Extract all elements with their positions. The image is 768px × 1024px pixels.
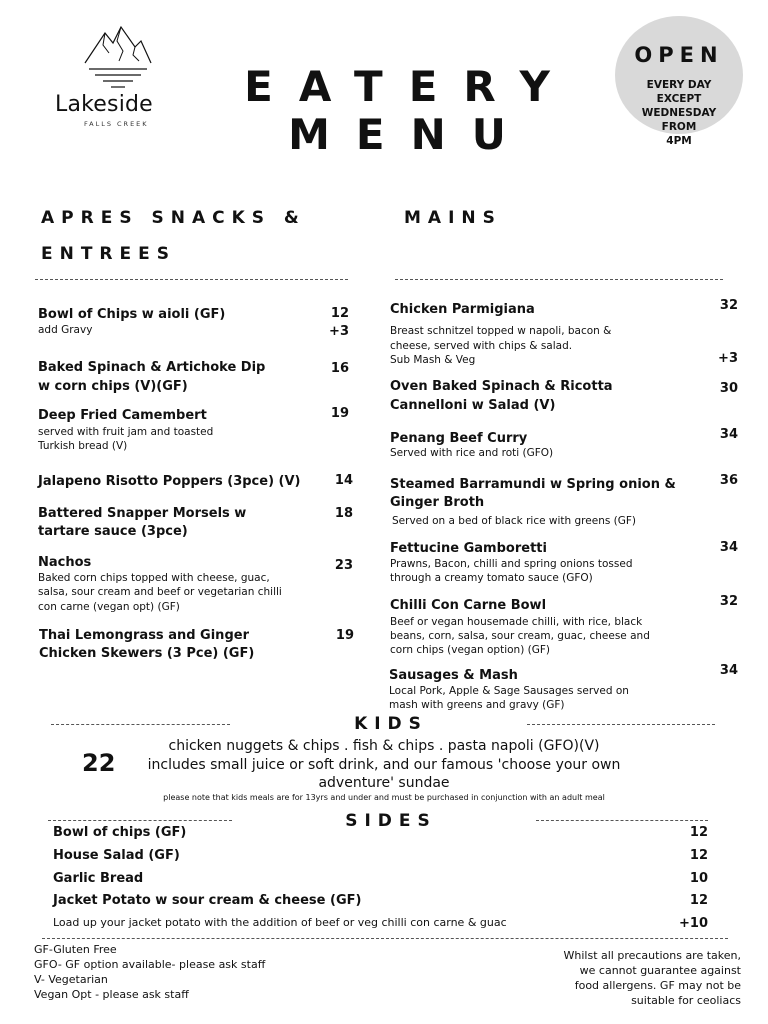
- disclaimer-line: we cannot guarantee against: [579, 964, 741, 977]
- divider: [395, 279, 723, 280]
- menu-item-desc: Served on a bed of black rice with greens (GF): [392, 515, 637, 527]
- kids-heading: KIDS: [354, 714, 428, 734]
- menu-item-extra-price: +3: [718, 351, 738, 366]
- disclaimer-line: suitable for ceoliacs: [631, 994, 741, 1007]
- menu-item-price: 36: [719, 473, 738, 488]
- kids-note: please note that kids meals are for 13yrs and under and must be purchased in conjunction with an adult meal: [163, 793, 605, 802]
- menu-item-desc: Prawns, Bacon, chilli and spring onions tossed: [390, 558, 633, 570]
- menu-item-price: 14: [334, 473, 353, 488]
- menu-item-desc: mash with greens and gravy (GF): [389, 699, 565, 711]
- kids-includes: adventure' sundae: [318, 775, 450, 791]
- menu-item-price: 18: [334, 506, 353, 521]
- menu-item-price: 23: [334, 558, 353, 573]
- kids-items: chicken nuggets & chips . fish & chips . pasta napoli (GFO)(V): [168, 738, 600, 754]
- menu-item-price: 19: [335, 628, 354, 643]
- open-hours-line: WEDNESDAY FROM: [641, 107, 717, 133]
- legend-line: V- Vegetarian: [34, 973, 108, 986]
- side-item-price: 12: [689, 825, 708, 840]
- menu-item-name: Ginger Broth: [390, 495, 485, 510]
- menu-item-desc: con carne (vegan opt) (GF): [38, 601, 180, 613]
- dietary-legend: [34, 942, 265, 1002]
- menu-item-desc: Sub Mash & Veg: [390, 354, 476, 366]
- side-item-name: Jacket Potato w sour cream & cheese (GF): [53, 893, 362, 908]
- side-item-name: House Salad (GF): [53, 848, 180, 863]
- divider: [42, 938, 728, 939]
- menu-item-name: w corn chips (V)(GF): [38, 379, 188, 394]
- menu-item-name: Jalapeno Risotto Poppers (3pce) (V): [38, 474, 301, 489]
- menu-item-name: Chilli Con Carne Bowl: [390, 598, 547, 613]
- side-item-price: 12: [689, 848, 708, 863]
- menu-item-name: Nachos: [38, 555, 92, 570]
- menu-item-desc: add Gravy: [38, 324, 93, 336]
- menu-item-price: 34: [719, 540, 738, 555]
- menu-item-desc: Breast schnitzel topped w napoli, bacon &: [390, 325, 612, 337]
- menu-item-desc: cheese, served with chips & salad.: [390, 340, 573, 352]
- side-item-price: 10: [689, 871, 708, 886]
- menu-item-name: Chicken Parmigiana: [390, 302, 535, 317]
- menu-item-desc: beans, corn, salsa, sour cream, guac, cheese and: [390, 630, 650, 642]
- menu-item-price: 34: [719, 663, 738, 678]
- side-item-price: 12: [689, 893, 708, 908]
- open-hours: [625, 78, 733, 148]
- brand-sub: FALLS CREEK: [84, 120, 149, 128]
- title-line-2: MENU: [288, 110, 532, 159]
- menu-item-name: Chicken Skewers (3 Pce) (GF): [39, 646, 255, 661]
- title-line-1: EATERY: [244, 62, 576, 111]
- menu-item-name: Bowl of Chips w aioli (GF): [38, 307, 226, 322]
- menu-item-price: 12: [330, 306, 349, 321]
- kids-includes: includes small juice or soft drink, and our famous 'choose your own: [147, 757, 621, 773]
- apres-heading: APRES SNACKS &: [41, 208, 306, 228]
- legend-line: GFO- GF option available- please ask staff: [34, 958, 266, 971]
- disclaimer-line: Whilst all precautions are taken,: [563, 949, 741, 962]
- open-hours-line: EVERY DAY EXCEPT: [646, 79, 712, 105]
- allergen-disclaimer: [480, 948, 741, 1008]
- side-item-name: Bowl of chips (GF): [53, 825, 187, 840]
- menu-item-price: 16: [330, 361, 349, 376]
- menu-item-price: 19: [330, 406, 349, 421]
- side-addon-price: +10: [679, 916, 708, 931]
- divider: [527, 724, 715, 725]
- divider: [35, 279, 348, 280]
- side-addon-desc: Load up your jacket potato with the addition of beef or veg chilli con carne & guac: [53, 916, 507, 929]
- menu-item-name: Thai Lemongrass and Ginger: [39, 628, 249, 643]
- menu-item-name: tartare sauce (3pce): [38, 524, 188, 539]
- menu-item-name: Fettucine Gamboretti: [390, 541, 547, 556]
- side-item-name: Garlic Bread: [53, 871, 144, 886]
- open-label: OPEN: [634, 43, 724, 67]
- menu-item-desc: Beef or vegan housemade chilli, with rice, black: [390, 616, 643, 628]
- mains-heading: MAINS: [404, 208, 502, 228]
- divider: [536, 820, 708, 821]
- menu-item-name: Baked Spinach & Artichoke Dip: [38, 360, 266, 375]
- menu-item-extra-price: +3: [329, 324, 349, 339]
- menu-item-desc: served with fruit jam and toasted: [38, 426, 214, 438]
- menu-item-desc: corn chips (vegan option) (GF): [390, 644, 551, 656]
- apres-heading-2: ENTREES: [41, 244, 176, 264]
- menu-item-price: 32: [719, 298, 738, 313]
- menu-item-desc: Baked corn chips topped with cheese, guac,: [38, 572, 270, 584]
- menu-item-desc: salsa, sour cream and beef or vegetarian chilli: [38, 586, 282, 598]
- open-badge: [615, 16, 743, 147]
- menu-item-desc: Turkish bread (V): [38, 440, 128, 452]
- disclaimer-line: food allergens. GF may not be: [574, 979, 741, 992]
- menu-item-name: Cannelloni w Salad (V): [390, 398, 556, 413]
- menu-item-name: Sausages & Mash: [389, 668, 518, 683]
- legend-line: GF-Gluten Free: [34, 943, 117, 956]
- menu-item-name: Steamed Barramundi w Spring onion &: [390, 477, 676, 492]
- brand-name: Lakeside: [55, 92, 153, 117]
- menu-item-price: 32: [719, 594, 738, 609]
- kids-price: 22: [82, 749, 116, 777]
- menu-item-name: Battered Snapper Morsels w: [38, 506, 247, 521]
- menu-item-desc: through a creamy tomato sauce (GFO): [390, 572, 593, 584]
- menu-item-name: Penang Beef Curry: [390, 431, 528, 446]
- menu-item-price: 34: [719, 427, 738, 442]
- open-hours-line: 4PM: [666, 135, 692, 147]
- legend-line: Vegan Opt - please ask staff: [34, 988, 189, 1001]
- menu-item-price: 30: [719, 381, 738, 396]
- menu-item-name: Oven Baked Spinach & Ricotta: [390, 379, 613, 394]
- menu-item-desc: Local Pork, Apple & Sage Sausages served on: [389, 685, 629, 697]
- menu-item-desc: Served with rice and roti (GFO): [390, 447, 554, 459]
- menu-item-name: Deep Fried Camembert: [38, 408, 207, 423]
- sides-heading: SIDES: [345, 811, 437, 831]
